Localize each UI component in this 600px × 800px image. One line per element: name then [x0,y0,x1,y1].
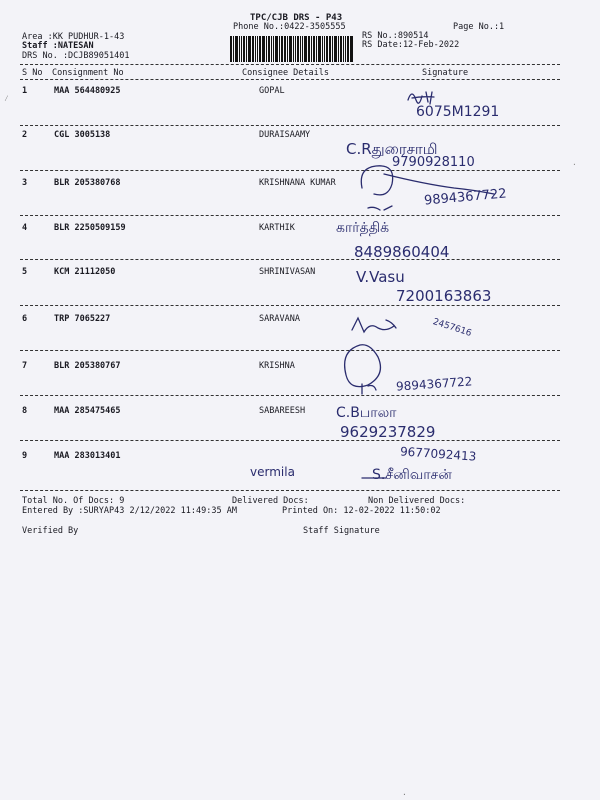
handwritten-name: V.Vasu [356,268,405,286]
handwritten-number: 7200163863 [396,287,492,305]
col-consignee: Consignee Details [242,68,329,78]
row-consignee: GOPAL [259,86,285,96]
row-consignment: MAA 283013401 [54,451,121,461]
staff-signature: Staff Signature [303,526,380,536]
row-sno: 9 [22,451,28,461]
row-consignment: MAA 564480925 [54,86,121,96]
document-title: TPC/CJB DRS - P43 [250,13,343,23]
row-consignment: MAA 285475465 [54,406,121,416]
scan-artifact: ⁄ [4,94,9,103]
col-consignment: Consignment No [52,68,124,78]
handwritten-number: 9894367722 [423,186,508,209]
row-sno: 2 [22,130,28,140]
row-consignee: KARTHIK [259,223,295,233]
row-consignee: KRISHNA [259,361,295,371]
row-consignee: SABAREESH [259,406,306,416]
row-consignee: SARAVANA [259,314,300,324]
entered-by: Entered By :SURYAP43 2/12/2022 11:49:35 AM [22,506,237,516]
drs-number: DRS No. :DCJB89051401 [22,51,130,61]
rs-date: RS Date:12-Feb-2022 [362,40,460,50]
rs-number: RS No.:890514 [362,31,429,41]
row-consignee: SHRINIVASAN [259,267,316,277]
handwritten-number: 9677092413 [399,444,477,464]
handwritten-number: 9894367722 [395,374,473,394]
row-consignee: KRISHNANA KUMAR [259,178,336,188]
handwritten-number: 9790928110 [392,155,475,170]
row-sno: 7 [22,361,28,371]
handwritten-number: 6075M1291 [416,104,500,120]
row-sno: 5 [22,267,28,277]
non-delivered-docs: Non Delivered Docs: [368,496,466,506]
row-consignment: CGL 3005138 [54,130,111,140]
row-consignment: BLR 2250509159 [54,223,126,233]
handwritten-name: கார்த்திக் [336,220,390,236]
verified-by: Verified By [22,526,79,536]
handwritten-name: S.சீனிவாசன் [372,467,452,483]
handwritten-name: vermila [250,465,295,479]
scan-artifact: · [402,790,407,799]
row-sno: 1 [22,86,28,96]
row-consignee: DURAISAAMY [259,130,311,140]
delivered-docs: Delivered Docs: [232,496,309,506]
scan-artifact: · [572,160,577,169]
handwritten-number: 2457616 [431,317,473,339]
staff-label: Staff :NATESAN [22,41,94,51]
row-sno: 8 [22,406,28,416]
handwritten-name: C.Bபாலா [336,405,397,421]
area-label: Area :KK PUDHUR-1-43 [22,32,125,42]
page-number: Page No.:1 [453,22,505,32]
row-sno: 6 [22,314,28,324]
row-consignment: BLR 205380768 [54,178,121,188]
total-docs: Total No. Of Docs: 9 [22,496,125,506]
row-consignment: KCM 21112050 [54,267,116,277]
row-sno: 3 [22,178,28,188]
row-consignment: BLR 205380767 [54,361,121,371]
col-signature: Signature [422,68,469,78]
row-consignment: TRP 7065227 [54,314,111,324]
handwritten-name: C.Rதுரைசாமி [346,140,438,158]
row-sno: 4 [22,223,28,233]
handwritten-number: 9629237829 [340,423,436,441]
col-sno: S No [22,68,43,78]
printed-on: Printed On: 12-02-2022 11:50:02 [282,506,441,516]
handwritten-number: 8489860404 [354,243,450,261]
phone-number: Phone No.:0422-3505555 [233,22,346,32]
